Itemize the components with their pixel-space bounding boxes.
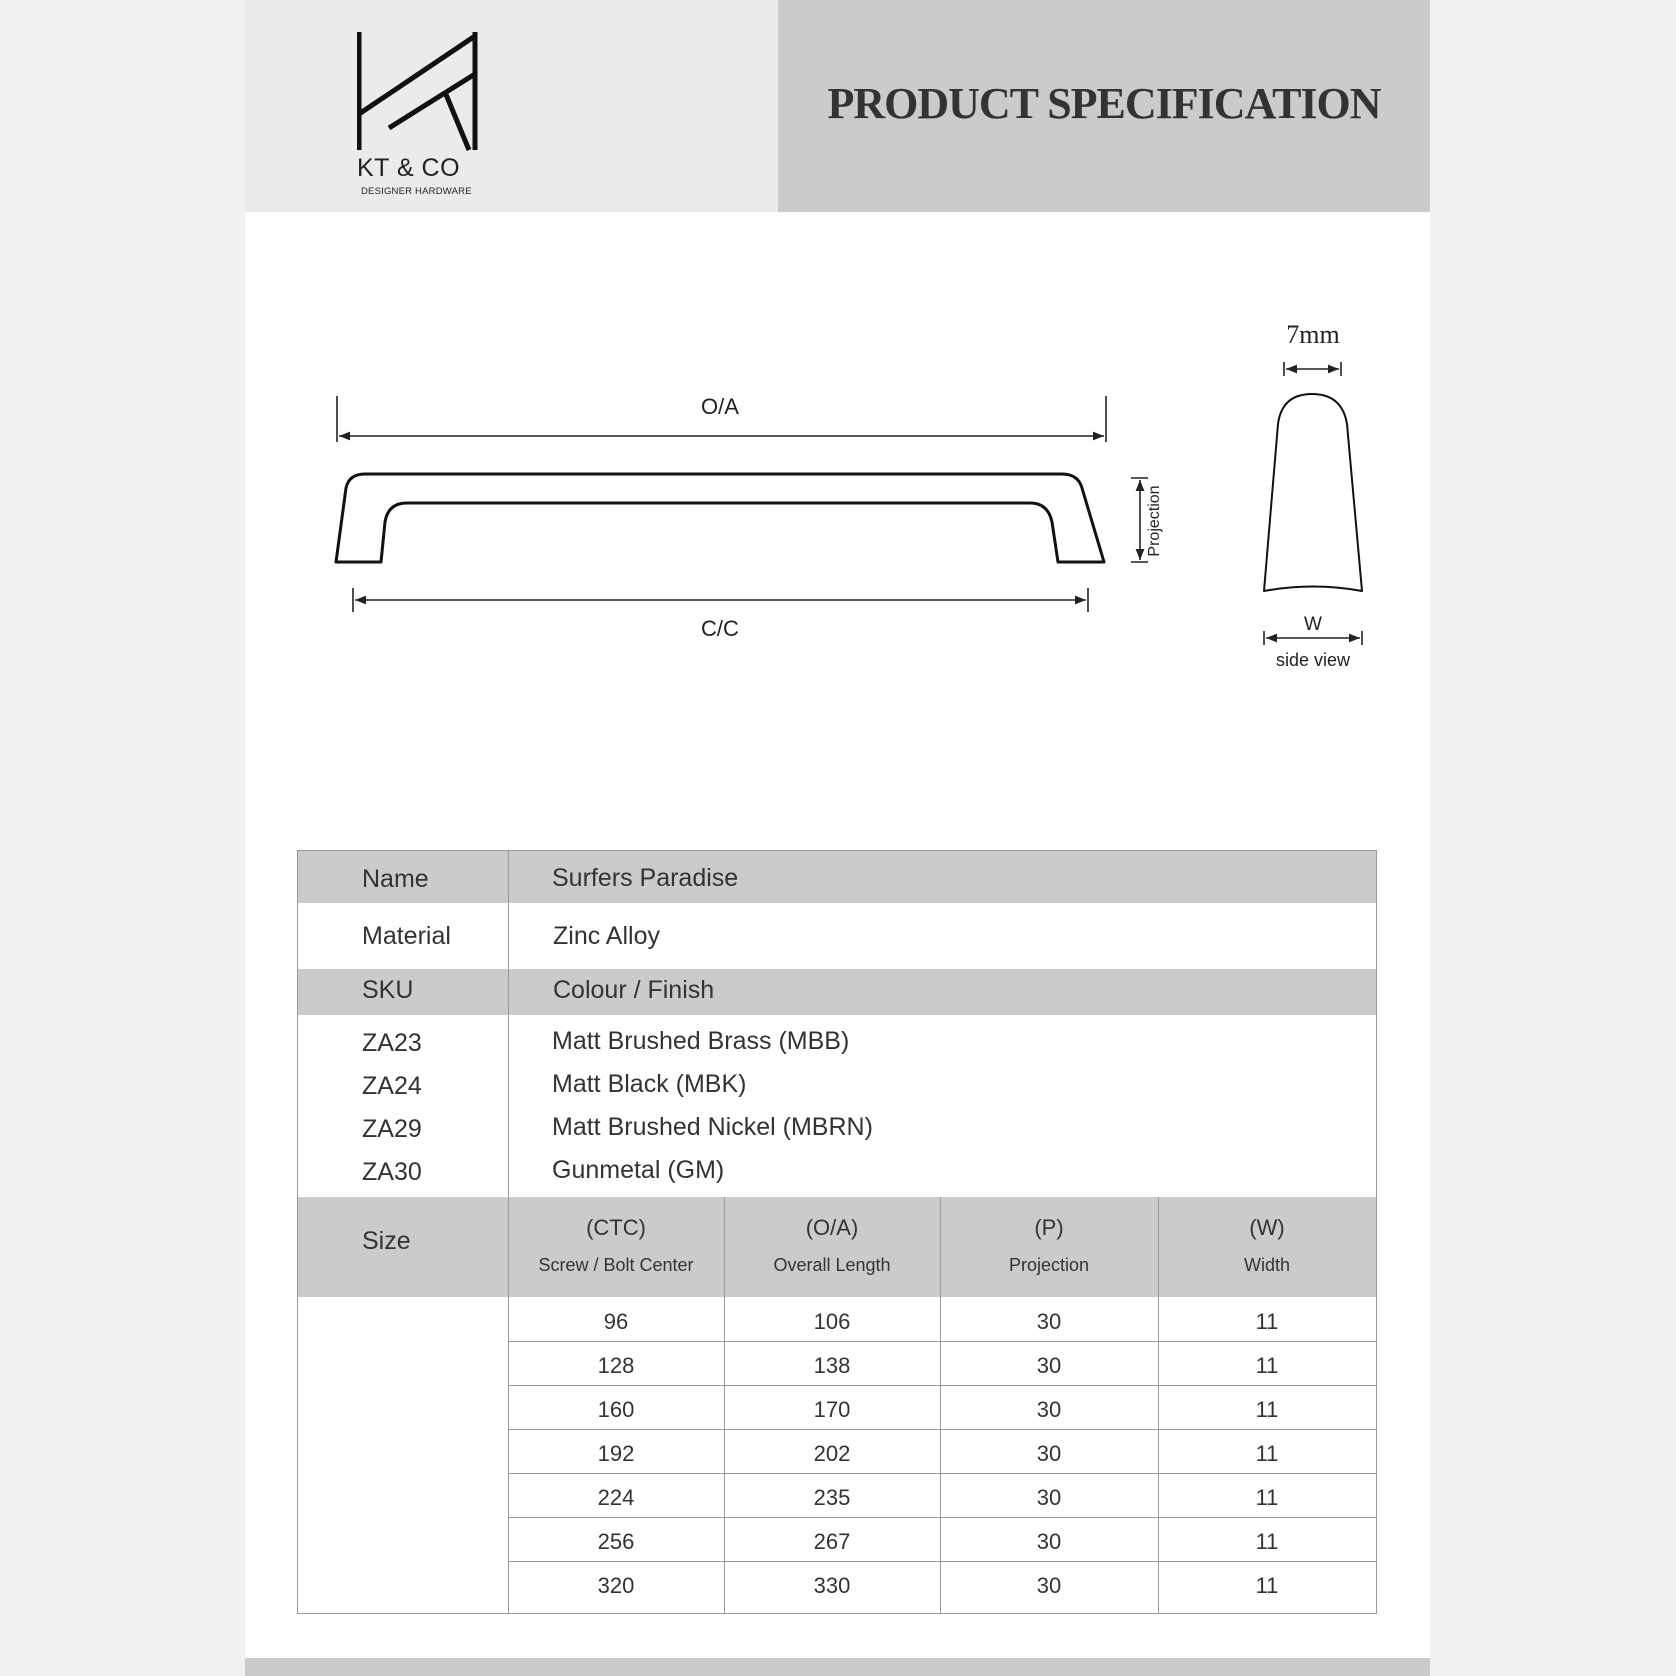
table-cell: 30 [1036,1485,1062,1510]
name-label: Name [362,865,429,893]
table-row [508,1517,1376,1562]
finish-value: Matt Brushed Nickel (MBRN) [552,1113,873,1141]
size-column-header [1158,1197,1376,1297]
column-abbr: (O/A) [805,1215,859,1240]
handle-front-view [336,474,1104,562]
table-cell: 30 [1036,1309,1062,1334]
column-abbr: (W) [1249,1215,1285,1240]
table-cell: 11 [1255,1573,1279,1598]
finish-value: Matt Black (MBK) [552,1070,747,1098]
name-row [298,851,1376,903]
table-cell: 192 [597,1441,635,1466]
name-value: Surfers Paradise [552,864,739,892]
table-cell: 11 [1255,1485,1279,1510]
table-row [508,1297,1376,1342]
table-cell: 30 [1036,1353,1062,1378]
table-row [508,1385,1376,1430]
side-view-top-dimension [1284,362,1341,376]
table-cell: 11 [1255,1529,1279,1554]
page-title: PRODUCT SPECIFICATION [827,79,1381,128]
table-cell: 106 [813,1309,851,1334]
size-column-header [940,1197,1158,1297]
table-row [508,1341,1376,1386]
material-value: Zinc Alloy [553,922,660,950]
spec-table [297,850,1377,1614]
finish-value: Gunmetal (GM) [552,1156,725,1184]
sku-value: ZA23 [362,1029,422,1057]
table-cell: 330 [813,1573,851,1598]
sku-header-row [298,969,1376,1015]
table-cell: 235 [813,1485,851,1510]
table-cell: 320 [597,1573,635,1598]
side-width-value: 7mm [1286,320,1340,349]
table-cell: 30 [1036,1529,1062,1554]
column-abbr: (CTC) [586,1215,646,1240]
brand-name: KT & CO [357,154,461,182]
table-row [508,1561,1376,1605]
projection-label: Projection [1146,485,1163,557]
table-cell: 30 [1036,1441,1062,1466]
size-column-headers [298,1197,1376,1297]
table-cell: 11 [1255,1397,1279,1422]
column-title: Projection [1008,1255,1090,1275]
table-cell: 30 [1036,1397,1062,1422]
side-width-label: W [1304,614,1322,635]
size-table-body [298,1297,1376,1613]
table-cell: 256 [597,1529,635,1554]
table-row [508,1429,1376,1474]
center-to-center-dimension [353,588,1088,612]
table-cell: 224 [597,1485,635,1510]
material-label: Material [362,922,451,950]
column-title: Overall Length [773,1255,891,1275]
column-abbr: (P) [1034,1215,1064,1240]
table-cell: 267 [813,1529,851,1554]
brand-tagline: DESIGNER HARDWARE [361,186,472,197]
table-cell: 128 [597,1353,635,1378]
size-label: Size [362,1227,411,1255]
side-view-label: side view [1275,650,1351,670]
sku-label: SKU [362,976,414,1004]
table-cell: 11 [1255,1441,1279,1466]
footer-bar [245,1658,1430,1676]
sku-value: ZA30 [362,1158,422,1186]
column-title: Width [1243,1255,1290,1275]
center-to-center-label: C/C [701,616,739,641]
size-column-header [724,1197,940,1297]
size-column-header [508,1197,724,1297]
overall-length-label: O/A [701,394,739,419]
table-cell: 11 [1255,1353,1279,1378]
sku-value: ZA29 [362,1115,422,1143]
colour-label: Colour / Finish [553,976,715,1004]
handle-drawing [0,0,1676,720]
finish-value: Matt Brushed Brass (MBB) [552,1027,850,1055]
handle-side-view [1264,394,1362,591]
table-row [508,1473,1376,1518]
sku-value: ZA24 [362,1072,422,1100]
table-cell: 30 [1036,1573,1062,1598]
table-cell: 138 [813,1353,851,1378]
table-cell: 160 [597,1397,635,1422]
table-cell: 170 [813,1397,851,1422]
table-cell: 11 [1255,1309,1279,1334]
table-cell: 202 [813,1441,851,1466]
table-cell: 96 [603,1309,629,1334]
column-title: Screw / Bolt Center [538,1255,694,1275]
